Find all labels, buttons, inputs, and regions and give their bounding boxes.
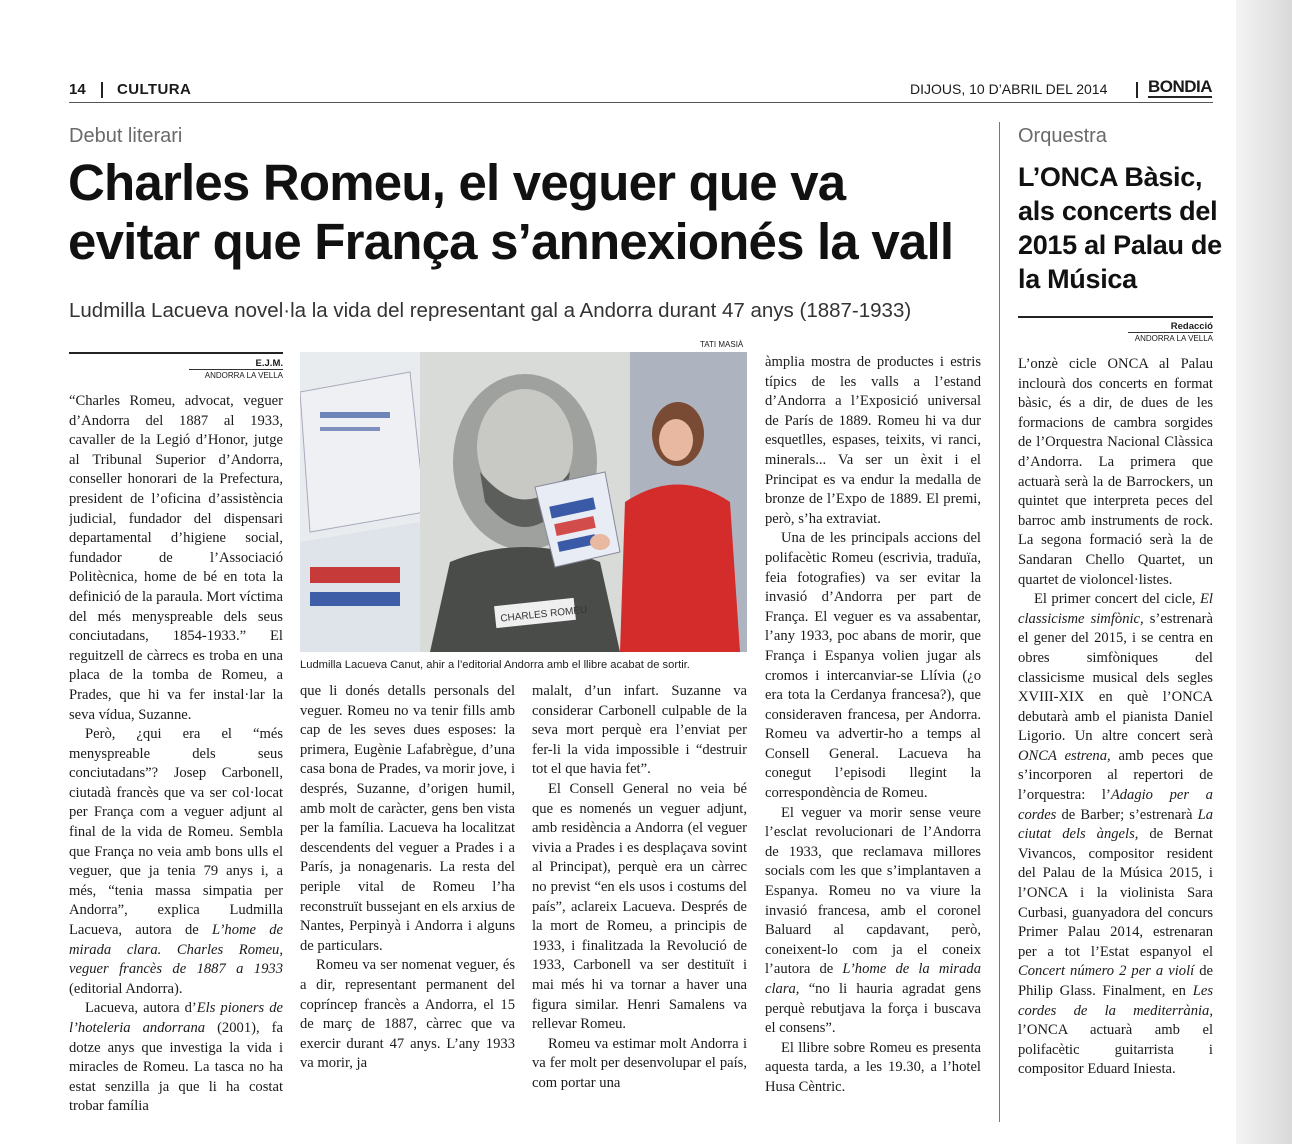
page-edge-shade <box>1236 0 1292 1144</box>
byline-author: E.J.M. <box>255 358 283 369</box>
article-headline <box>68 153 993 271</box>
side-byline-rule <box>1018 316 1213 318</box>
col4-paragraph-4: El llibre sobre Romeu es presenta aquesta tarda, a les 19.30, a l’hotel Husa Cèntric. <box>765 1039 981 1095</box>
side-kicker: Orquestra <box>1018 125 1107 147</box>
byline-city: ANDORRA LA VELLA <box>189 369 283 380</box>
side-byline-city: ANDORRA LA VELLA <box>1128 332 1213 343</box>
side-byline-author: Redacció <box>1170 321 1213 332</box>
col3-paragraph-1: malalt, d’un infart. Suzanne va considerar Carbonell culpable de la seva mort perquè era l’enviat per fer-li la vida impossible i “destruir tot el que havia fet”. <box>532 683 747 778</box>
article-column-3 <box>532 682 747 1122</box>
photo-credit: TATI MASIÀ <box>700 340 744 349</box>
page-number: 14 <box>69 81 86 98</box>
issue-date: DIJOUS, 10 D’ABRIL DEL 2014 <box>910 81 1108 97</box>
column-divider <box>999 122 1000 1122</box>
book-title-3: L’home de la mirada clara, <box>765 961 981 997</box>
col2-paragraph-2: Romeu va ser nomenat veguer, és a dir, representant permanent del copríncep francès a Andorra, el 15 de març de 1887, càrrec que va exercir durant 47 anys. L’any 1933 va morir, ja <box>300 957 515 1072</box>
header-separator-right <box>1136 82 1138 98</box>
article-photo <box>300 352 747 652</box>
col4-paragraph-2: Una de les principals accions del polifacètic Romeu (escrivia, traduïa, feia fotografies) va ser evitar la invasió d’Andorra per part de França. El veguer es va assabentar, l’any 1933, poc abans de morir, que França i Espanya volien jugar als cromos i intercanviar-se Llívia (¿o era tota la Cerdanya francesa?), que consideraven francesa, per Andorra. Romeu va advertir-ho a temps al Consell General. Lacueva ha conegut l’episodi llegint la correspondència de Romeu. <box>765 530 981 802</box>
col1-paragraph-2: Però, ¿qui era el “més menyspreable dels seus conciutadans”? Josep Carbonell, ciutadà francès que va ser col·locat per França com a veguer adjunt al final de la vida de Romeu. Sembla que França no veia amb bons ulls el veguer, que ja tenia 79 anys i, a més, “tenia massa simpatia per Andorra”, explica Ludmilla Lacueva, autora de L’home de mirada clara. Charles Romeu, veguer francès de 1887 a 1933 (editorial Andorra). <box>69 726 283 997</box>
book-cover-title: CHARLES ROMEU <box>499 604 588 625</box>
col1-paragraph-3: Lacueva, autora d’Els pioners de l’hoteleria andorrana (2001), fa dotze anys que investiga la vida i miracles de Romeu. La tasca no ha estat senzilla ja que li ha costat trobar família <box>69 1000 283 1115</box>
col1-paragraph-1: “Charles Romeu, advocat, veguer d’Andorra del 1887 al 1933, cavaller de la Legió d’Honor, jutge al Tribunal Superior d’Andorra, conseller honorari de la Prefectura, president de l’oficina d’assistència judicial, fundador del dispensari departamental d’higiene social, fundador de l’Associació Politècnica, home de bé en tota la definició de la paraula. Mort víctima del més menyspreable dels seus conciutadans, 1854-1933.” El reguitzell de càrrecs es troba en una placa de la tomba de Romeu, a Prades, que hi va fer instal·lar la seva vídua, Suzanne. <box>69 393 283 723</box>
col2-paragraph-1: que li donés detalls personals del veguer. Romeu no va tenir fills amb cap de les seves dues esposes: la primera, Eugènie Lafabrègue, d’una casa bona de Prades, va morir jove, i després, Suzanne, d’origen humil, amb molt de caràcter, gens ben vista per la família. Lacueva ha localitzat descendents del veguer a Prades i a París, ja nonagenaris. La resta del periple vital de Romeu l’ha reconstruït bussejant en els arxius de Nantes, Perpinyà i Andorra i alguns de particulars. <box>300 683 515 954</box>
col4-paragraph-1: àmplia mostra de productes i estris típics de les valls a l’estand d’Andorra a l’Exposició universal de París de 1889. Romeu hi va dur esquetlles, espases, teixits, vi ranci, minerals... Va ser un èxit i el Principat es va endur la medalla de bronze de l’Expo de 1889. El premi, però, s’ha extraviat. <box>765 354 981 527</box>
section-name: CULTURA <box>117 81 192 98</box>
col3-paragraph-2: El Consell General no veia bé que es nomenés un veguer adjunt, amb residència a Andorra (el veguer vivia a Prades i es desplaçava sovint al Principat), perquè era un càrrec no previst “en els usos i costums del país”, aclareix Lacueva. Després de la mort de Romeu, a principis de 1933, i finalitzada la Revolució de 1933, Carbonell va ser destituït i mai més hi va tornar a haver una figura similar. Henri Samalens va rellevar Romeu. <box>532 780 747 1033</box>
article-subtitle: Ludmilla Lacueva novel·la la vida del representant gal a Andorra durant 47 anys (1887-1933) <box>69 299 912 322</box>
side-paragraph-1: L’onzè cicle ONCA al Palau inclourà dos concerts en format bàsic, és a dir, de dues de les formacions de cambra sorgides de l’Orquestra Nacional Clàssica d’Andorra. La primera que actuarà serà la de Barrockers, un quintet que interpreta peces del barroc amb instruments de rock. La segona formació serà la de Sandaran Chello Quartet, un quartet de violoncel·listes. <box>1018 356 1213 588</box>
col3-paragraph-3: Romeu va estimar molt Andorra i va fer molt per desenvolupar el país, com portar una <box>532 1035 747 1091</box>
side-headline: L’ONCA Bàsic, als concerts del 2015 al Palau de la Música <box>1018 162 1222 294</box>
header-separator <box>101 82 103 98</box>
col4-paragraph-3: El veguer va morir sense veure l’esclat revolucionari de l’Andorra de 1933, que reclamava millores socials com les que s’implantaven a Espanya. Romeu no va viure la invasió francesa, amb el coronel Baluard al capdavant, però, coneixent-lo com ja el coneix l’autora de L’home de la mirada clara, “no li hauria agradat gens perquè rebutjava la força i buscava el consens”. <box>765 804 981 1037</box>
side-paragraph-2: El primer concert del cicle, El classicisme simfònic, s’estrenarà el gener del 2015, i se centra en obres simfòniques del classicisme musical dels segles XVIII-XIX en què l’ONCA debutarà amb el pianista Daniel Ligorio. Un altre concert serà ONCA estrena, amb peces que s’incorporen al repertori de l’orquestra: l’Adagio per a cordes de Barber; s’estrenarà La ciutat dels àngels, de Bernat Vivancos, compositor resident del Palau de la Música 2015, i l’ONCA i la violinista Sara Curbasi, guanyadora del concurs Primer Palau 2014, estrenaran per a tot l’Estat espanyol el Concert número 2 per a violí de Philip Glass. Finalment, en Les cordes de la mediterrània, l’ONCA actuarà amb el polifacètic guitarrista i compositor Eduard Iniesta. <box>1018 591 1213 1078</box>
byline-rule <box>69 352 283 354</box>
article-column-2 <box>300 682 515 1122</box>
book-title: L’home de mirada clara. Charles Romeu, veguer francès de 1887 a 1933 <box>69 922 283 978</box>
side-article-body <box>1018 355 1213 1125</box>
header-rule <box>69 102 1213 103</box>
book-title-2: Els pioners de l’hoteleria andorrana <box>69 1000 283 1036</box>
side-byline <box>1018 321 1213 343</box>
photo-caption: Ludmilla Lacueva Canut, ahir a l’editorial Andorra amb el llibre acabat de sortir. <box>300 659 690 671</box>
newspaper-logo: BONDIA <box>1148 77 1213 96</box>
headline-line-1: Charles Romeu, el veguer que va <box>68 154 846 211</box>
photo-illustration <box>300 352 747 652</box>
article-column-4 <box>765 353 981 1123</box>
headline-line-2: evitar que França s’annexionés la vall <box>68 213 954 270</box>
article-column-1 <box>69 392 283 1122</box>
article-kicker: Debut literari <box>69 125 183 147</box>
article-byline <box>69 358 283 380</box>
